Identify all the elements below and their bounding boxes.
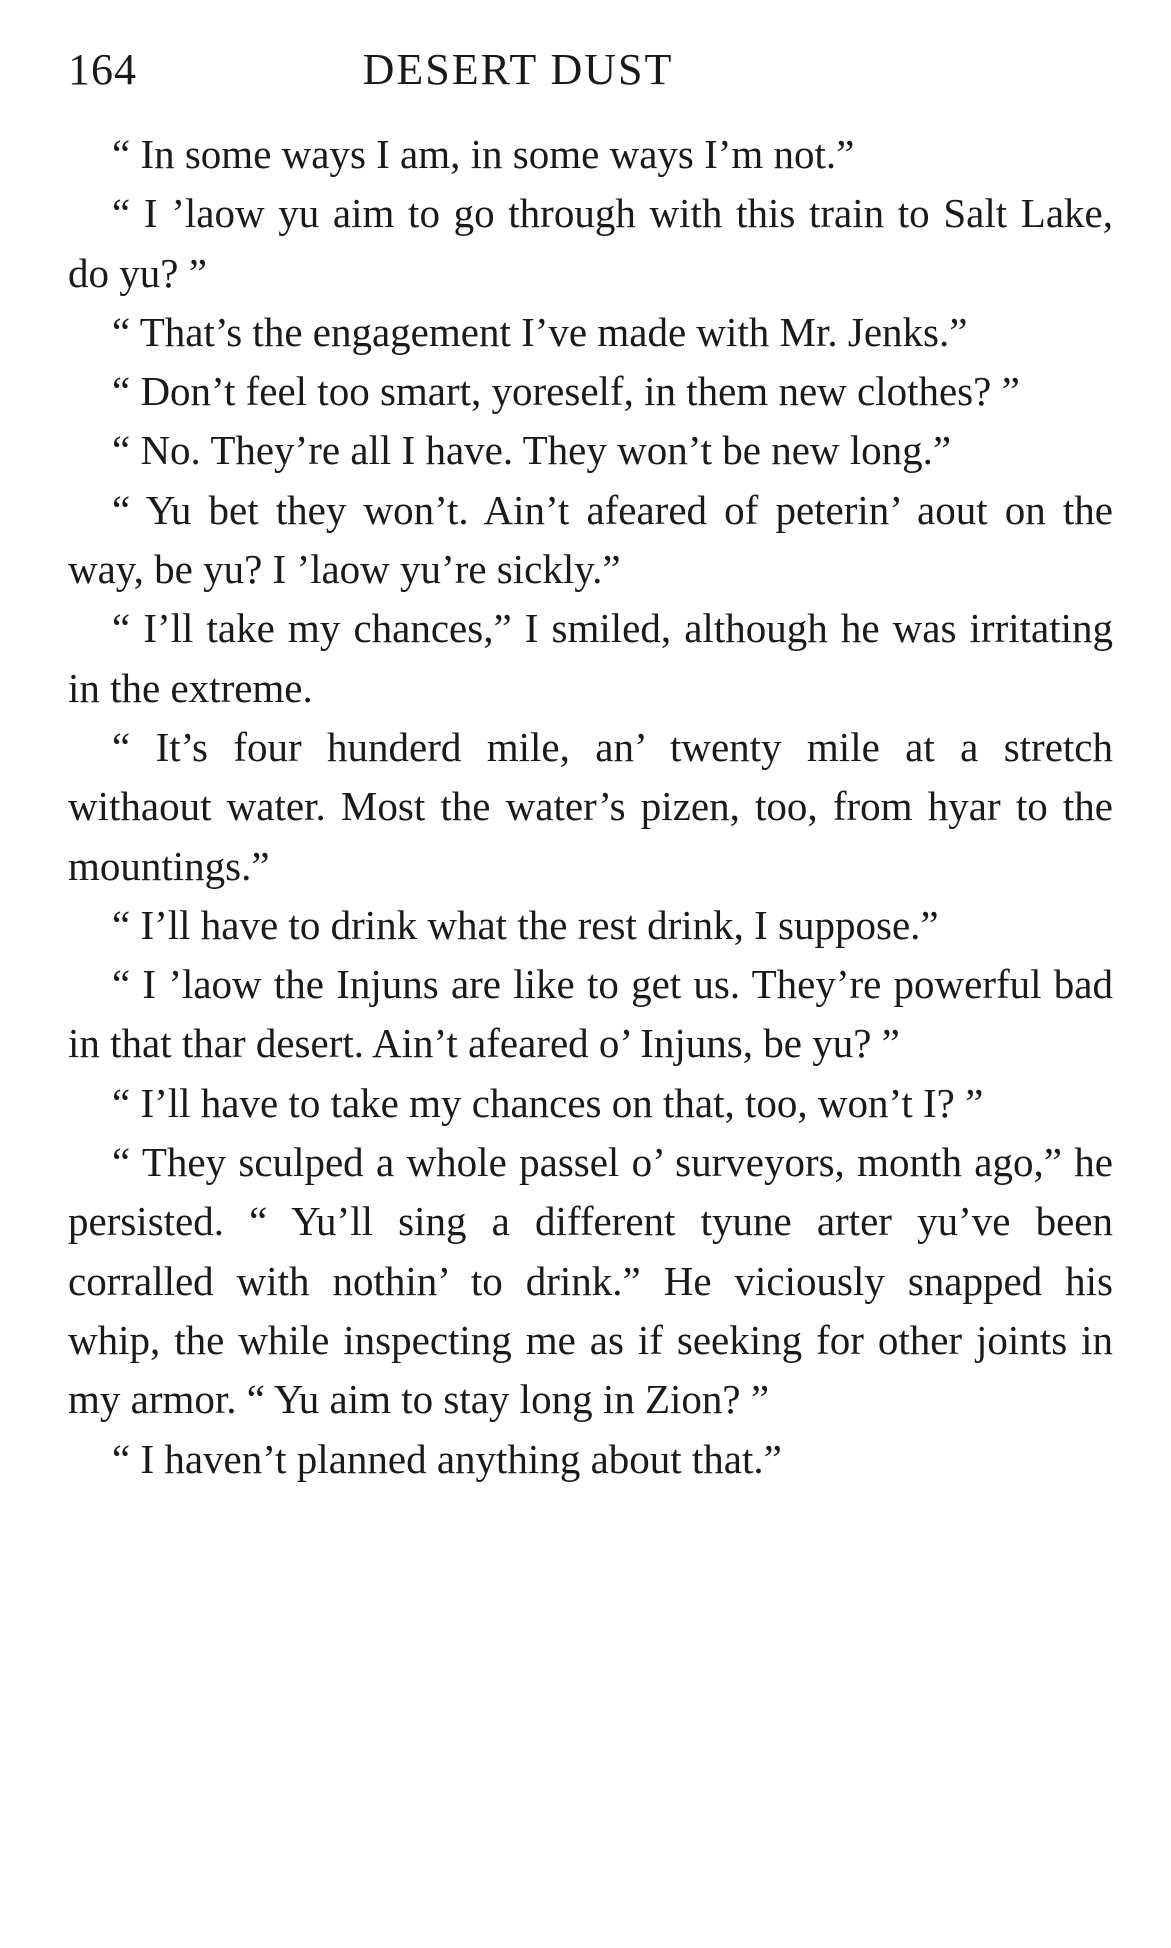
paragraph: “ No. They’re all I have. They won’t be new long.” (112, 427, 952, 474)
running-head (68, 44, 1113, 104)
paragraph: “ Yu bet they won’t. Ain’t afeared of peterin’ aout on the way, be yu? I ’laow yu’re sickly.” (68, 486, 1113, 593)
paragraph: “ I’ll take my chances,” I smiled, although he was irritating in the extreme. (68, 605, 1113, 711)
paragraph: “ I haven’t planned anything about that.” (112, 1435, 782, 1482)
paragraph: “ It’s four hunderd mile, an’ twenty mile at a stretch withaout water. Most the water’s pizen, too, from hyar to the mountings.” (68, 723, 1113, 889)
paragraph: “ In some ways I am, in some ways I’m not.” (112, 131, 855, 177)
paragraph: “ I ’laow yu aim to go through with this train to Salt Lake, do yu? ” (68, 190, 1113, 296)
paragraph: “ I’ll have to take my chances on that, too, won’t I? ” (112, 1079, 984, 1126)
page-number: 164 (68, 45, 137, 94)
book-title: DESERT DUST (362, 45, 674, 94)
text-body (68, 125, 1113, 1489)
paragraph: “ I’ll have to drink what the rest drink, I suppose.” (112, 901, 939, 948)
paragraph: “ That’s the engagement I’ve made with Mr. Jenks.” (112, 308, 968, 355)
paragraph: “ Don’t feel too smart, yoreself, in them new clothes? ” (112, 368, 1020, 415)
paragraph: “ They sculped a whole passel o’ surveyors, month ago,” he persisted. “ Yu’ll sing a different tyune arter yu’ve been corralled with nothin’ to drink.” He viciously snapped his whip, the while inspecting me as if seeking for other joints in my armor. “ Yu aim to stay long in Zion? ” (68, 1139, 1113, 1423)
paragraph: “ I ’laow the Injuns are like to get us. They’re powerful bad in that thar desert. Ain’t afeared o’ Injuns, be yu? ” (68, 961, 1113, 1067)
